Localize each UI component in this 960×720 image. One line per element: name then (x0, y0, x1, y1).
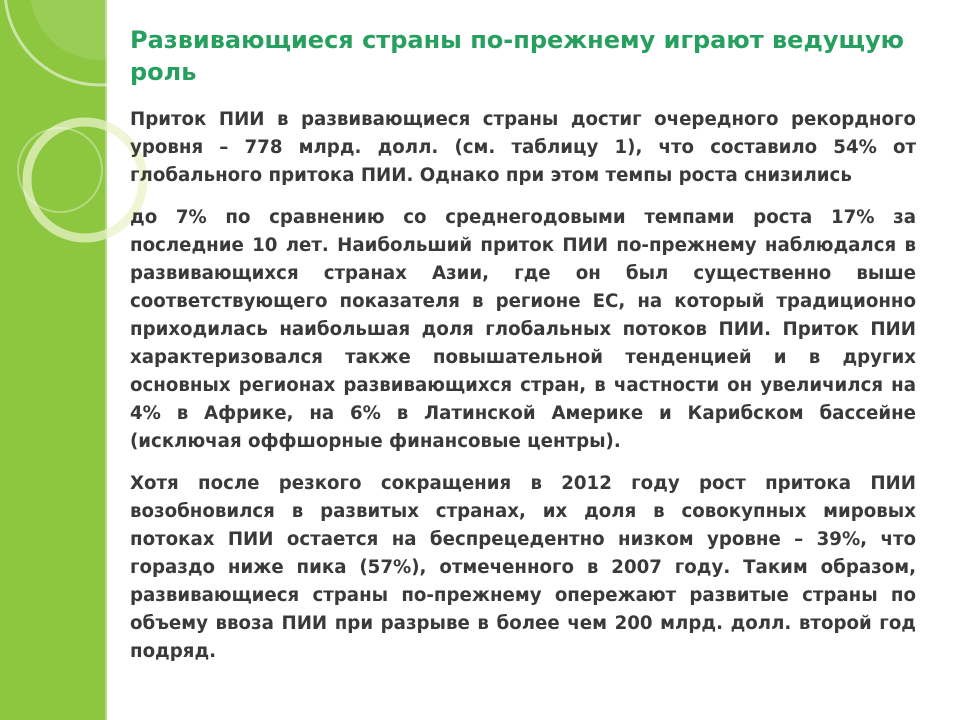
slide-body (130, 106, 916, 666)
paragraph-3: Хотя после резкого сокращения в 2012 году рост притока ПИИ возобновился в развитых странах, их доля в совокупных мировых потоках ПИИ остается на беспрецедентно низком уровне – 39%, что гораздо ниже пика (57%), отмеченного в 2007 году. Таким образом, развивающиеся страны по-прежнему опережают развитые страны по объему ввоза ПИИ при разрыве в более чем 200 млрд. долл. второй год подряд. (130, 473, 916, 662)
paragraph-1: Приток ПИИ в развивающиеся страны достиг очередного рекордного уровня – 778 млрд. долл. (см. таблицу 1), что составило 54% от глобального притока ПИИ. Однако при этом темпы роста снизились (130, 109, 916, 186)
paragraph-2: до 7% по сравнению со среднегодовыми темпами роста 17% за последние 10 лет. Наибольший приток ПИИ по-прежнему наблюдался в развивающихся странах Азии, где он был существенно выше соответствующего показателя в регионе ЕС, на который традиционно приходилась наибольшая доля глобальных потоков ПИИ. Приток ПИИ характеризовался также повышательной тенденцией и в других основных регионах развивающихся стран, в частности он увеличился на 4% в Африке, на 6% в Латинской Америке и Карибском бассейне (исключая оффшорные финансовые центры). (130, 207, 916, 452)
slide-title: Развивающиеся страны по-прежнему играют ведущую роль (130, 26, 904, 86)
